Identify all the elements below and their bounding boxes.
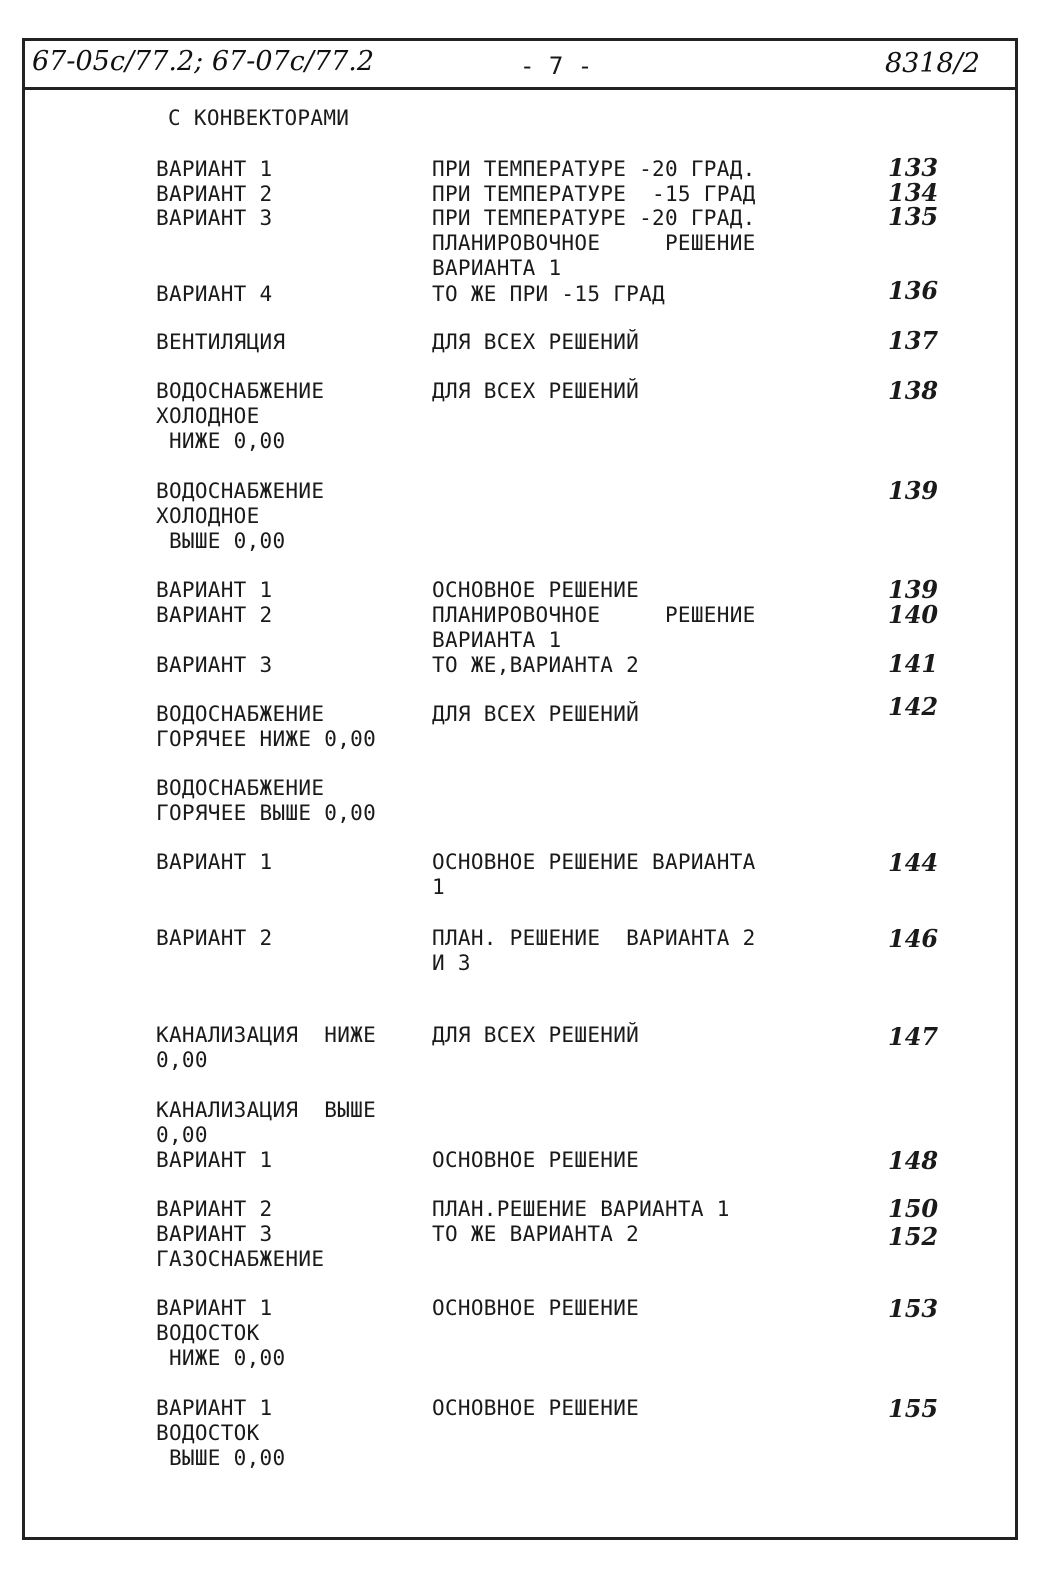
entry-label: ВАРИАНТ 3 [156,206,273,230]
entry-desc: ПЛАН. РЕШЕНИЕ ВАРИАНТА 2 [432,926,756,950]
entry-label: ВАРИАНТ 1 [156,1148,273,1172]
entry-page: 142 [888,692,939,721]
entry-label: ВОДОСТОК [156,1421,260,1445]
entry-desc: ВАРИАНТА 1 [432,256,562,280]
entry-label: ВАРИАНТ 2 [156,1197,273,1221]
entry-label: 0,00 [156,1123,208,1147]
entry-desc: ПРИ ТЕМПЕРАТУРЕ -20 ГРАД. [432,206,756,230]
entry-label: КАНАЛИЗАЦИЯ НИЖЕ [156,1023,377,1047]
entry-label: ВАРИАНТ 1 [156,1396,273,1420]
entry-label: ХОЛОДНОЕ [156,504,260,528]
entry-label: ВАРИАНТ 2 [156,603,273,627]
entry-label: ХОЛОДНОЕ [156,404,260,428]
entry-label: ВАРИАНТ 1 [156,850,273,874]
entry-page: 155 [888,1394,939,1423]
entry-label: ВАРИАНТ 2 [156,926,273,950]
entry-label: ВЫШЕ 0,00 [156,529,286,553]
entry-desc: ДЛЯ ВСЕХ РЕШЕНИЙ [432,330,640,354]
entry-label: ВАРИАНТ 1 [156,157,273,181]
entry-page: 144 [888,848,939,877]
entry-label: ВОДОСТОК [156,1321,260,1345]
entry-label: ГОРЯЧЕЕ НИЖЕ 0,00 [156,727,377,751]
entry-page: 134 [888,178,939,207]
entry-page: 140 [888,600,939,629]
entry-page: 135 [888,202,939,231]
entry-label: ВЫШЕ 0,00 [156,1446,286,1470]
entry-label: ВОДОСНАБЖЕНИЕ [156,776,325,800]
entry-page: 136 [888,276,939,305]
header-bar [22,38,1018,90]
entry-desc: ТО ЖЕ ПРИ -15 ГРАД [432,282,665,306]
entry-desc: ПРИ ТЕМПЕРАТУРЕ -15 ГРАД [432,182,756,206]
entry-desc: ПЛАН.РЕШЕНИЕ ВАРИАНТА 1 [432,1197,730,1221]
entry-desc: ПРИ ТЕМПЕРАТУРЕ -20 ГРАД. [432,157,756,181]
entry-desc: ДЛЯ ВСЕХ РЕШЕНИЙ [432,1023,640,1047]
entry-desc: ПЛАНИРОВОЧНОЕ РЕШЕНИЕ [432,231,756,255]
entry-page: 139 [888,476,939,505]
entry-label: ВАРИАНТ 2 [156,182,273,206]
entry-label: ВАРИАНТ 1 [156,578,273,602]
entry-label: ГОРЯЧЕЕ ВЫШЕ 0,00 [156,801,377,825]
entry-page: 152 [888,1222,939,1251]
entry-label: ГАЗОСНАБЖЕНИЕ [156,1247,325,1271]
header-left-code: 67-05с/77.2; 67-07с/77.2 [32,46,375,77]
page-number: - 7 - [520,52,593,80]
entry-desc: ОСНОВНОЕ РЕШЕНИЕ [432,1396,640,1420]
entry-page: 133 [888,153,939,182]
entry-page: 141 [888,649,939,678]
header-right-code: 8318/2 [885,48,980,79]
section-title: С КОНВЕКТОРАМИ [168,106,350,130]
entry-page: 153 [888,1294,939,1323]
entry-desc: ПЛАНИРОВОЧНОЕ РЕШЕНИЕ [432,603,756,627]
entry-desc: И 3 [432,951,471,975]
entry-page: 139 [888,575,939,604]
entry-label: ВОДОСНАБЖЕНИЕ [156,379,325,403]
entry-label: НИЖЕ 0,00 [156,1346,286,1370]
entry-page: 150 [888,1194,939,1223]
entry-label: КАНАЛИЗАЦИЯ ВЫШЕ [156,1098,377,1122]
entry-page: 148 [888,1146,939,1175]
entry-desc: ОСНОВНОЕ РЕШЕНИЕ [432,1296,640,1320]
entry-label: ВЕНТИЛЯЦИЯ [156,330,286,354]
entry-label: ВАРИАНТ 4 [156,282,273,306]
entry-page: 147 [888,1022,939,1051]
entry-desc: ОСНОВНОЕ РЕШЕНИЕ ВАРИАНТА [432,850,756,874]
entry-page: 138 [888,376,939,405]
entry-label: ВАРИАНТ 3 [156,1222,273,1246]
entry-desc: ДЛЯ ВСЕХ РЕШЕНИЙ [432,379,640,403]
entry-desc: ДЛЯ ВСЕХ РЕШЕНИЙ [432,702,640,726]
entry-label: ВАРИАНТ 3 [156,653,273,677]
entry-desc: ОСНОВНОЕ РЕШЕНИЕ [432,1148,640,1172]
entry-label: НИЖЕ 0,00 [156,429,286,453]
entry-desc: ОСНОВНОЕ РЕШЕНИЕ [432,578,640,602]
entry-label: ВОДОСНАБЖЕНИЕ [156,479,325,503]
entry-desc: 1 [432,875,445,899]
entry-label: ВАРИАНТ 1 [156,1296,273,1320]
entry-label: ВОДОСНАБЖЕНИЕ [156,702,325,726]
entry-desc: ВАРИАНТА 1 [432,628,562,652]
entry-page: 137 [888,326,939,355]
entry-label: 0,00 [156,1048,208,1072]
entry-desc: ТО ЖЕ,ВАРИАНТА 2 [432,653,640,677]
entry-page: 146 [888,924,939,953]
entry-desc: ТО ЖЕ ВАРИАНТА 2 [432,1222,640,1246]
